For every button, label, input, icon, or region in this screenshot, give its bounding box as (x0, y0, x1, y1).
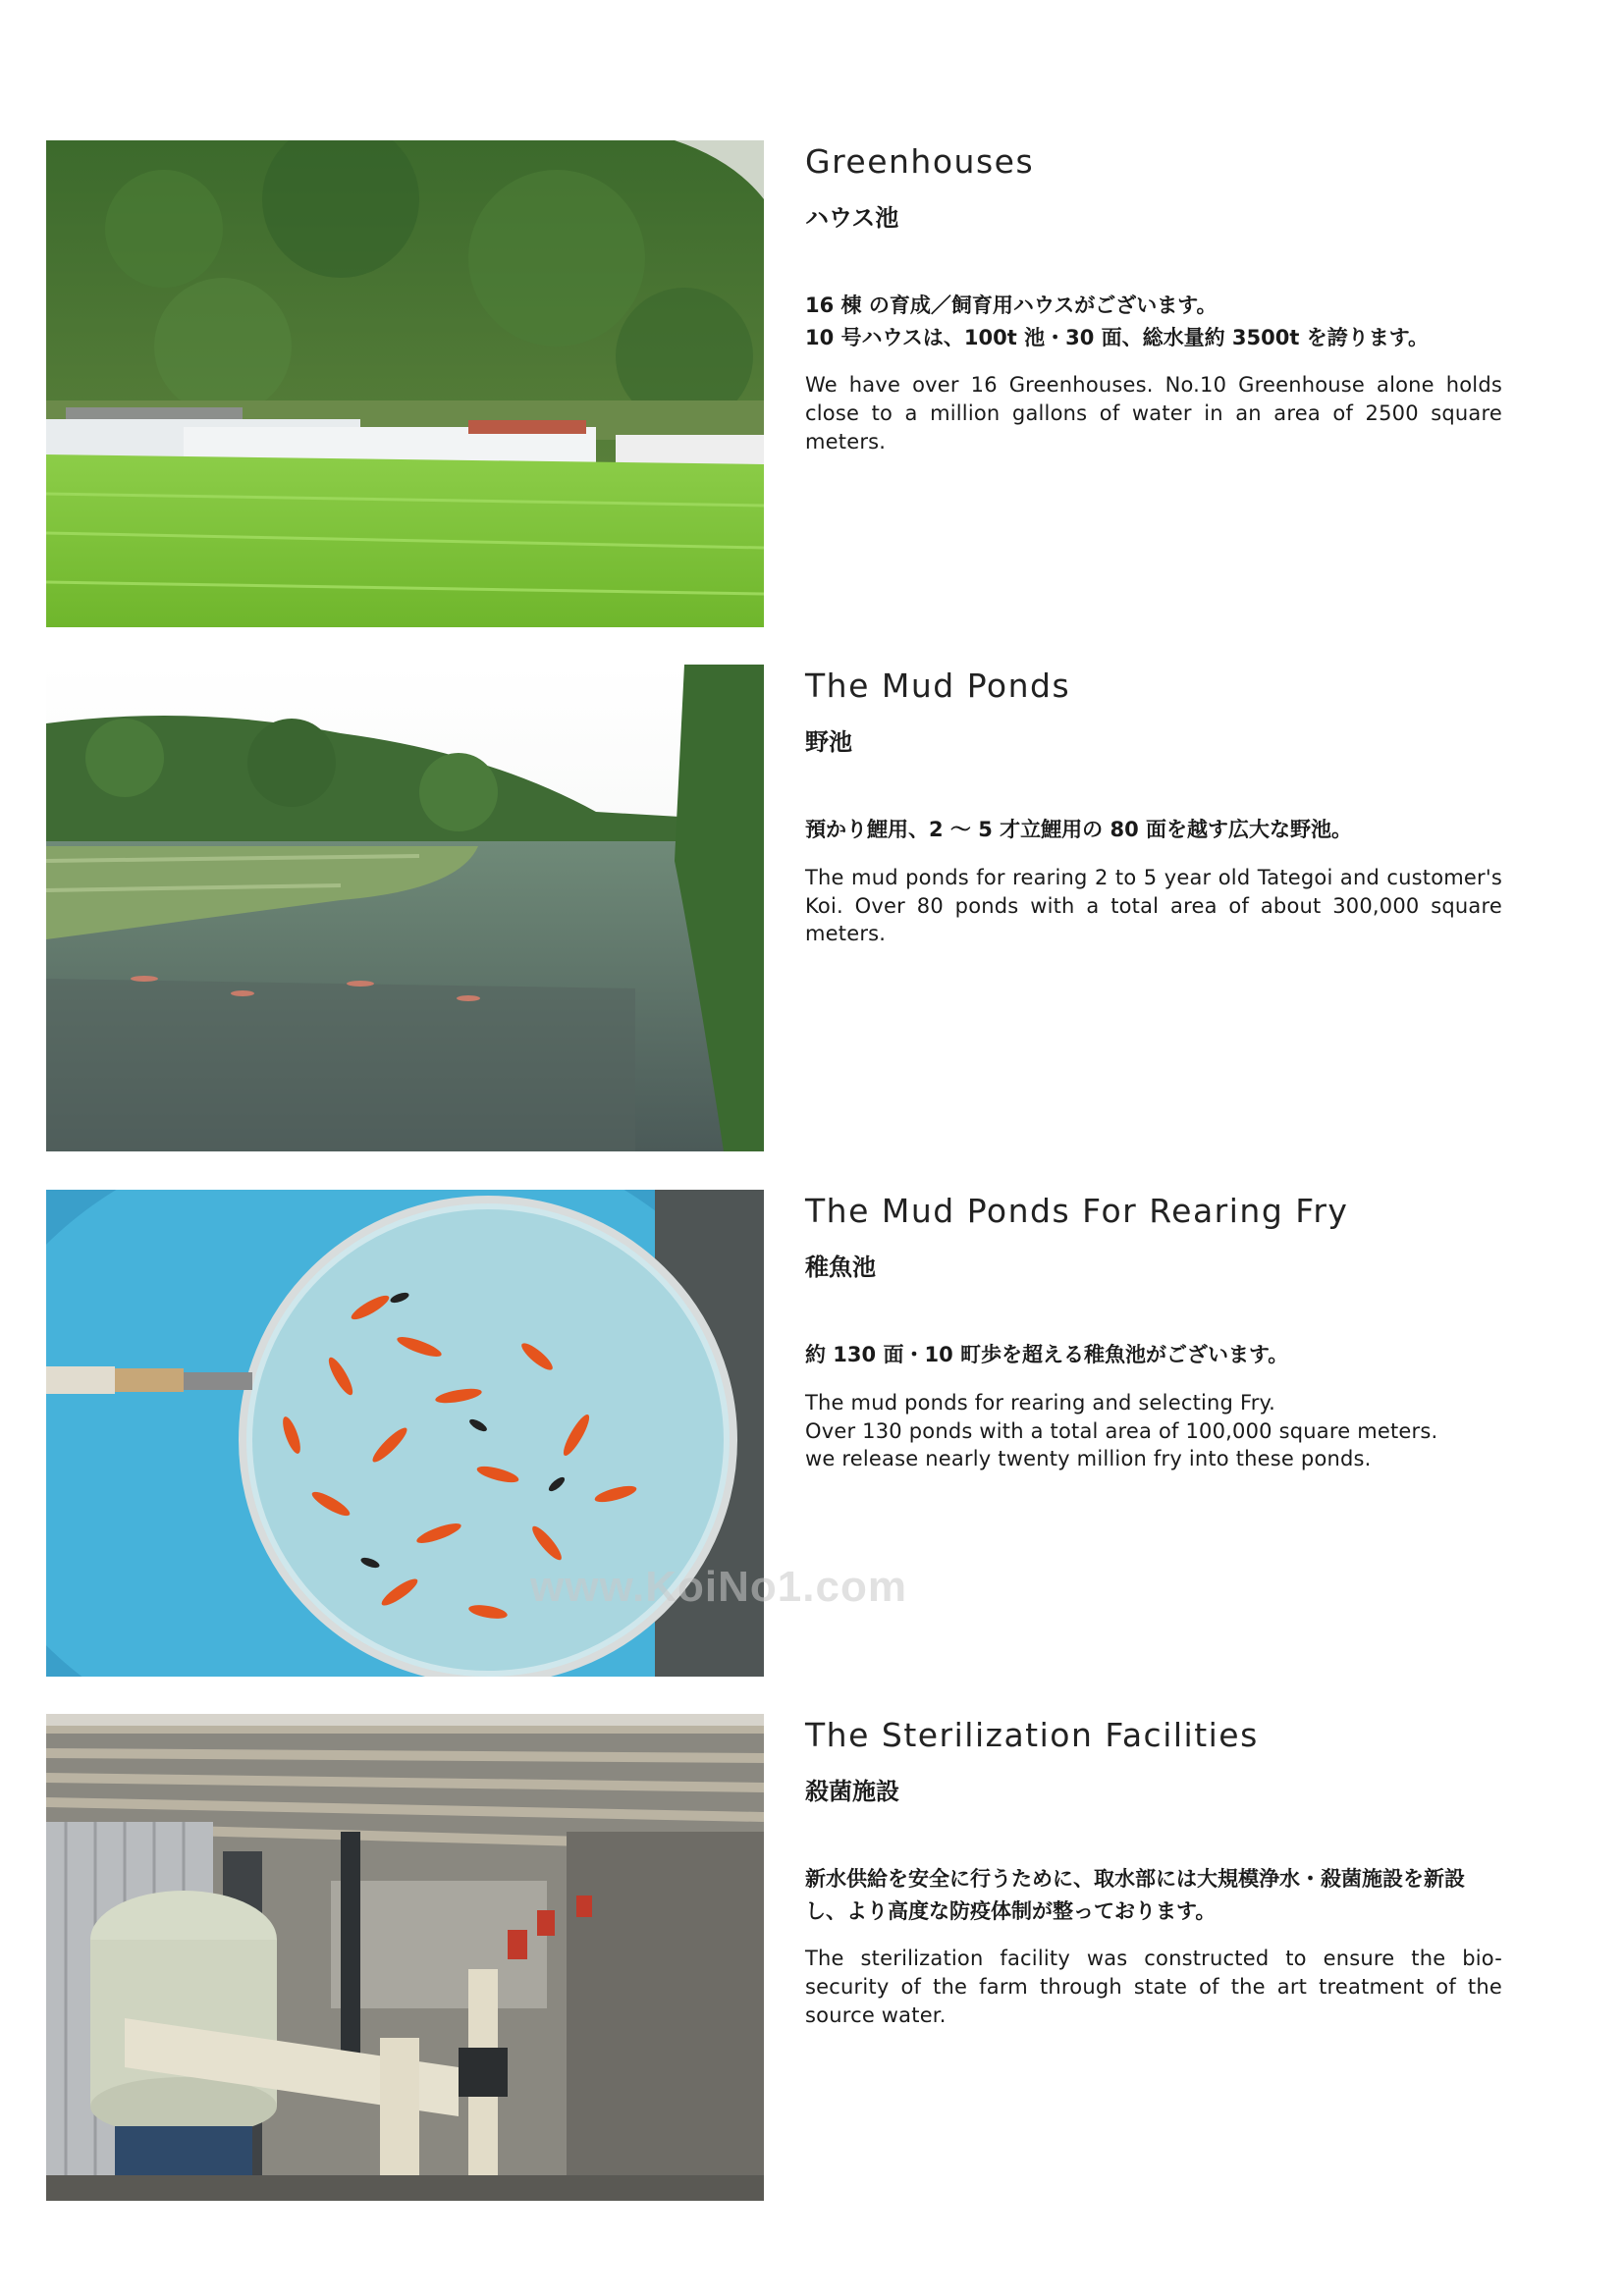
section-jp-body: 預かり鯉用、2 ～ 5 才立鯉用の 80 面を越す広大な野池。 (805, 818, 1353, 841)
section-title: The Mud Ponds For Rearing Fry (805, 1192, 1349, 1230)
sterilization-photo (46, 1714, 764, 2201)
mud-ponds-photo (46, 665, 764, 1151)
section-jp-body: 約 130 面・10 町歩を超える稚魚池がございます。 (805, 1343, 1289, 1366)
section-title: The Mud Ponds (805, 667, 1071, 705)
section-en-body: The mud ponds for rearing and selecting Fry. Over 130 ponds with a total area of 100,000 square meters. we release nearly twenty million fry into these ponds. (805, 1390, 1438, 1471)
section-greenhouses (46, 140, 1502, 627)
section-jp-title: 野池 (805, 728, 852, 756)
watermark: www.KoiNo1.com (530, 1563, 907, 1611)
section-jp-title: 殺菌施設 (805, 1778, 899, 1805)
section-jp-title: 稚魚池 (805, 1254, 876, 1281)
section-jp-body: 新水供給を安全に行うために、取水部には大規模浄水・殺菌施設を新設し、より高度な防疫体制が整っております。 (805, 1867, 1465, 1923)
mud-ponds-text (805, 665, 1502, 948)
section-title: Greenhouses (805, 142, 1035, 181)
section-en-body: We have over 16 Greenhouses. No.10 Greenhouse alone holds close to a million gallons of water in an area of 2500 square meters. (805, 373, 1502, 454)
sterilization-text (805, 1714, 1502, 2030)
section-en-body: The sterilization facility was constructed to ensure the bio-security of the farm through state of the art treatment of the source water. (805, 1947, 1502, 2028)
rearing-fry-text (805, 1190, 1502, 1473)
section-sterilization (46, 1714, 1502, 2201)
greenhouses-photo (46, 140, 764, 627)
section-jp-title: ハウス池 (805, 204, 899, 232)
section-jp-body: 16 棟 の育成／飼育用ハウスがございます。 10 号ハウスは、100t 池・30 面、総水量約 3500t を誇ります。 (805, 294, 1430, 349)
section-mud-ponds (46, 665, 1502, 1151)
greenhouses-text (805, 140, 1502, 456)
section-en-body: The mud ponds for rearing 2 to 5 year old Tategoi and customer's Koi. Over 80 ponds with a total area of about 300,000 square meters. (805, 865, 1502, 946)
section-title: The Sterilization Facilities (805, 1716, 1259, 1754)
